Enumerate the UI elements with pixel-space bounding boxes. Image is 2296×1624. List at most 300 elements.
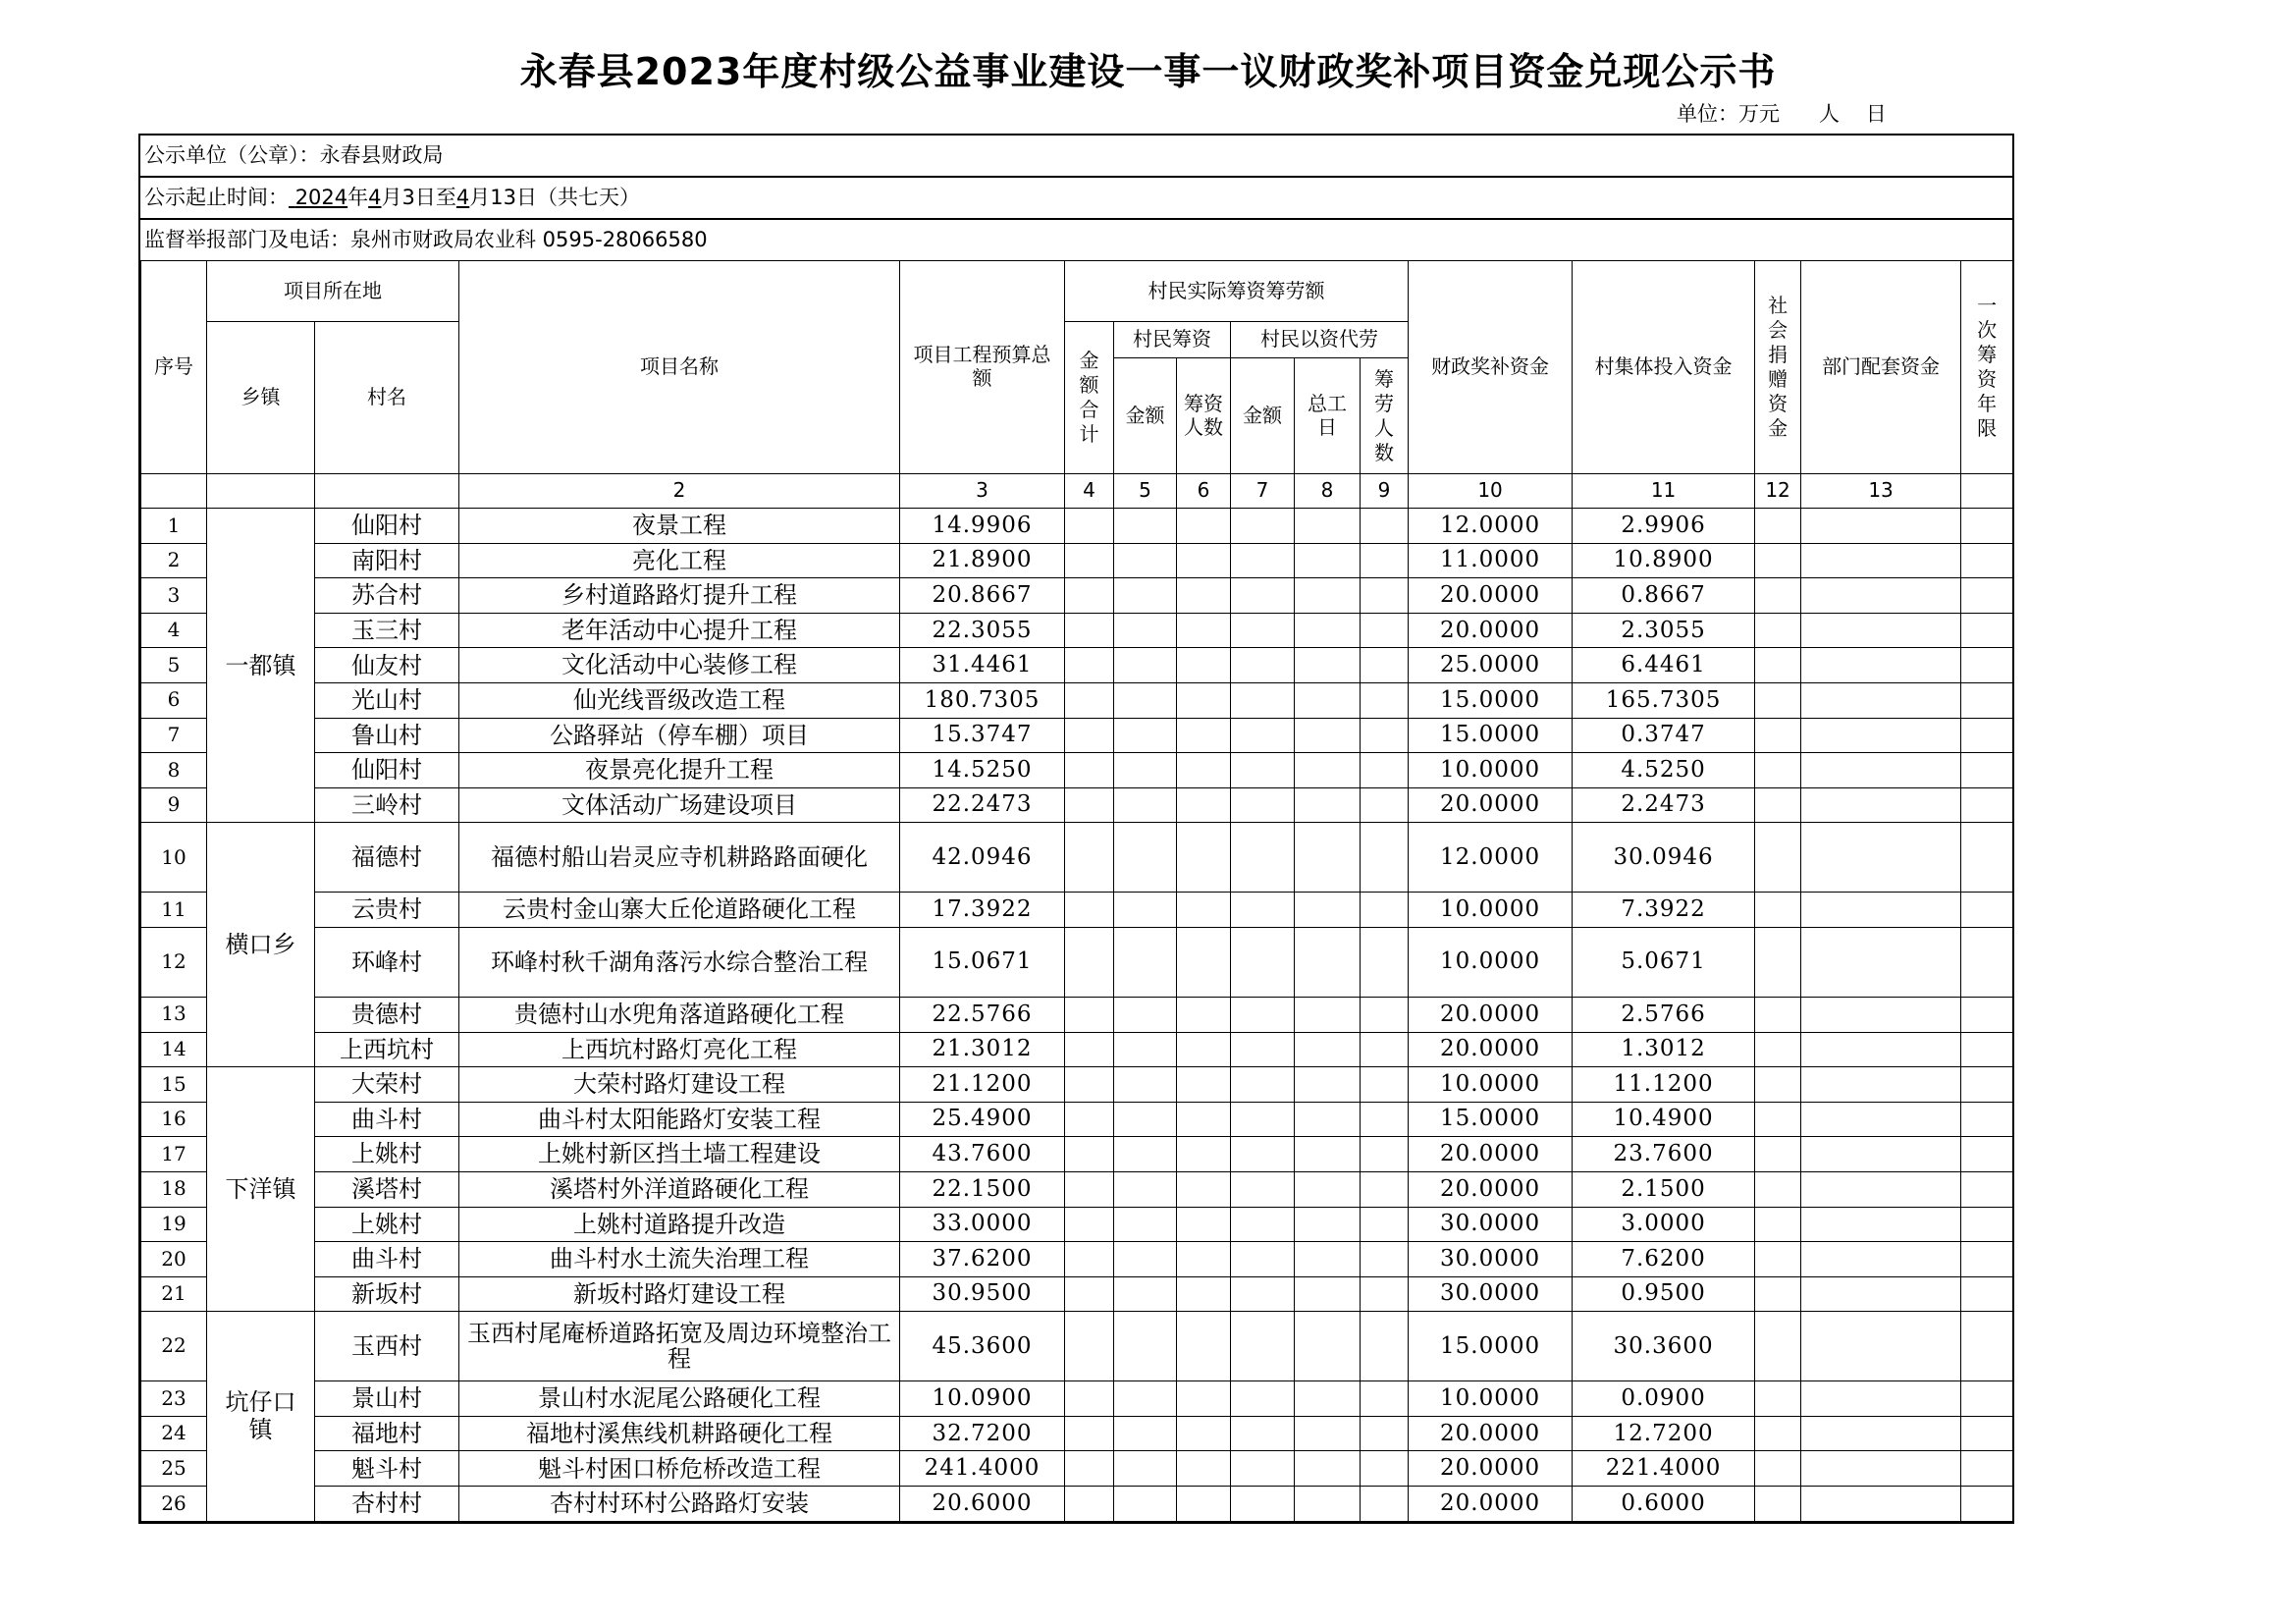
- cell-empty: [1065, 787, 1114, 823]
- cell-fiscal: 20.0000: [1409, 1137, 1573, 1172]
- num-cell-11: 11: [1573, 474, 1755, 509]
- cell-empty: [1231, 823, 1295, 893]
- cell-fiscal: 10.0000: [1409, 1381, 1573, 1417]
- cell-empty: [1231, 718, 1295, 753]
- cell-empty: [1177, 718, 1231, 753]
- num-cell-13: 13: [1801, 474, 1961, 509]
- cell-empty: [1961, 823, 2013, 893]
- cell-project-name: 大荣村路灯建设工程: [459, 1067, 900, 1103]
- info-period-month-end: 4: [455, 186, 470, 209]
- cell-empty: [1361, 1242, 1409, 1277]
- cell-village: 仙阳村: [315, 753, 459, 788]
- header-fiscal: 财政奖补资金: [1409, 261, 1573, 474]
- cell-town: 横口乡: [207, 823, 315, 1067]
- cell-empty: [1177, 1171, 1231, 1207]
- cell-empty: [1114, 1416, 1177, 1451]
- cell-empty: [1177, 1416, 1231, 1451]
- cell-empty: [1961, 648, 2013, 683]
- cell-fiscal: 20.0000: [1409, 1171, 1573, 1207]
- cell-fiscal: 30.0000: [1409, 1242, 1573, 1277]
- cell-empty: [1295, 578, 1361, 614]
- cell-empty: [1295, 893, 1361, 928]
- header-budget: 项目工程预算总额: [900, 261, 1065, 474]
- cell-fiscal: 20.0000: [1409, 1032, 1573, 1067]
- cell-empty: [1177, 1067, 1231, 1103]
- cell-project-name: 溪塔村外洋道路硬化工程: [459, 1171, 900, 1207]
- cell-empty: [1114, 578, 1177, 614]
- cell-empty: [1361, 648, 1409, 683]
- cell-empty: [1177, 753, 1231, 788]
- cell-fiscal: 25.0000: [1409, 648, 1573, 683]
- cell-empty: [1801, 1451, 1961, 1487]
- table-body: [141, 509, 2013, 1522]
- cell-empty: [1961, 787, 2013, 823]
- cell-empty: [1231, 509, 1295, 544]
- cell-village: 贵德村: [315, 997, 459, 1032]
- table-row: [141, 1207, 2013, 1242]
- cell-empty: [1961, 1451, 2013, 1487]
- cell-empty: [1177, 997, 1231, 1032]
- table-row: [141, 718, 2013, 753]
- cell-empty: [1755, 753, 1801, 788]
- cell-seq: 1: [141, 509, 207, 544]
- num-cell-8: 8: [1295, 474, 1361, 509]
- cell-empty: [1755, 648, 1801, 683]
- num-cell-2: 2: [459, 474, 900, 509]
- cell-village: 仙友村: [315, 648, 459, 683]
- cell-budget: 30.9500: [900, 1276, 1065, 1312]
- num-cell-9: 9: [1361, 474, 1409, 509]
- cell-empty: [1295, 1171, 1361, 1207]
- cell-collective: 30.0946: [1573, 823, 1755, 893]
- cell-budget: 10.0900: [900, 1381, 1065, 1417]
- cell-empty: [1295, 997, 1361, 1032]
- cell-collective: 10.8900: [1573, 543, 1755, 578]
- cell-seq: 26: [141, 1487, 207, 1522]
- cell-empty: [1065, 1137, 1114, 1172]
- cell-fiscal: 10.0000: [1409, 893, 1573, 928]
- cell-empty: [1231, 648, 1295, 683]
- cell-empty: [1065, 1171, 1114, 1207]
- cell-empty: [1177, 787, 1231, 823]
- cell-budget: 22.1500: [900, 1171, 1065, 1207]
- cell-seq: 11: [141, 893, 207, 928]
- cell-empty: [1295, 1102, 1361, 1137]
- table-row: [141, 1067, 2013, 1103]
- table-row: [141, 1451, 2013, 1487]
- cell-empty: [1231, 997, 1295, 1032]
- cell-empty: [1065, 613, 1114, 648]
- cell-village: 三岭村: [315, 787, 459, 823]
- cell-empty: [1231, 1067, 1295, 1103]
- cell-empty: [1361, 718, 1409, 753]
- cell-budget: 15.0671: [900, 927, 1065, 997]
- cell-empty: [1295, 1276, 1361, 1312]
- info-period-year-suffix: 年: [347, 186, 369, 209]
- cell-empty: [1801, 1312, 1961, 1381]
- cell-collective: 3.0000: [1573, 1207, 1755, 1242]
- cell-empty: [1065, 1276, 1114, 1312]
- cell-empty: [1755, 1207, 1801, 1242]
- cell-empty: [1295, 682, 1361, 718]
- cell-fiscal: 20.0000: [1409, 1451, 1573, 1487]
- cell-village: 魁斗村: [315, 1451, 459, 1487]
- cell-empty: [1801, 613, 1961, 648]
- cell-empty: [1065, 1102, 1114, 1137]
- cell-empty: [1065, 1242, 1114, 1277]
- cell-budget: 22.2473: [900, 787, 1065, 823]
- cell-empty: [1114, 753, 1177, 788]
- cell-village: 南阳村: [315, 543, 459, 578]
- cell-budget: 43.7600: [900, 1137, 1065, 1172]
- cell-empty: [1231, 1487, 1295, 1522]
- table-row: [141, 893, 2013, 928]
- cell-empty: [1361, 893, 1409, 928]
- cell-empty: [1361, 613, 1409, 648]
- cell-empty: [1231, 1381, 1295, 1417]
- header-number-row: [141, 474, 2013, 509]
- num-cell-4: 4: [1065, 474, 1114, 509]
- header-town: 乡镇: [207, 322, 315, 474]
- disclosure-sheet: [138, 134, 2014, 1524]
- header-donation: 社会捐赠资金: [1755, 261, 1801, 474]
- cell-empty: [1801, 1276, 1961, 1312]
- cell-empty: [1801, 1381, 1961, 1417]
- cell-seq: 19: [141, 1207, 207, 1242]
- cell-seq: 15: [141, 1067, 207, 1103]
- cell-empty: [1361, 1416, 1409, 1451]
- cell-empty: [1755, 1067, 1801, 1103]
- cell-empty: [1961, 1137, 2013, 1172]
- cell-empty: [1065, 648, 1114, 683]
- cell-empty: [1755, 1242, 1801, 1277]
- cell-empty: [1361, 682, 1409, 718]
- cell-empty: [1755, 1416, 1801, 1451]
- cell-project-name: 景山村水泥尾公路硬化工程: [459, 1381, 900, 1417]
- info-supervise-row: [140, 220, 2012, 260]
- cell-seq: 16: [141, 1102, 207, 1137]
- num-cell-5: 5: [1114, 474, 1177, 509]
- cell-budget: 45.3600: [900, 1312, 1065, 1381]
- cell-empty: [1801, 1242, 1961, 1277]
- cell-empty: [1177, 893, 1231, 928]
- cell-collective: 5.0671: [1573, 927, 1755, 997]
- table-row: [141, 578, 2013, 614]
- cell-empty: [1961, 543, 2013, 578]
- cell-empty: [1231, 1137, 1295, 1172]
- cell-empty: [1361, 787, 1409, 823]
- cell-empty: [1755, 718, 1801, 753]
- cell-empty: [1231, 1207, 1295, 1242]
- cell-empty: [1295, 1451, 1361, 1487]
- cell-empty: [1961, 578, 2013, 614]
- cell-empty: [1231, 682, 1295, 718]
- cell-budget: 21.1200: [900, 1067, 1065, 1103]
- info-unit-label: 公示单位（公章）：: [144, 143, 320, 167]
- cell-empty: [1961, 1487, 2013, 1522]
- num-cell-3: 3: [900, 474, 1065, 509]
- cell-empty: [1231, 1451, 1295, 1487]
- cell-empty: [1295, 543, 1361, 578]
- cell-budget: 241.4000: [900, 1451, 1065, 1487]
- cell-empty: [1361, 1381, 1409, 1417]
- cell-empty: [1065, 1451, 1114, 1487]
- cell-empty: [1114, 509, 1177, 544]
- cell-empty: [1361, 823, 1409, 893]
- cell-empty: [1961, 613, 2013, 648]
- cell-empty: [1231, 787, 1295, 823]
- cell-fiscal: 20.0000: [1409, 578, 1573, 614]
- cell-project-name: 杏村村环村公路路灯安装: [459, 1487, 900, 1522]
- num-cell-blank: [1961, 474, 2013, 509]
- cell-empty: [1361, 753, 1409, 788]
- cell-empty: [1065, 1032, 1114, 1067]
- cell-empty: [1114, 1451, 1177, 1487]
- cell-empty: [1295, 648, 1361, 683]
- table-row: [141, 1171, 2013, 1207]
- cell-empty: [1755, 1487, 1801, 1522]
- cell-empty: [1801, 787, 1961, 823]
- cell-collective: 221.4000: [1573, 1451, 1755, 1487]
- cell-village: 环峰村: [315, 927, 459, 997]
- cell-empty: [1114, 1032, 1177, 1067]
- cell-empty: [1295, 1067, 1361, 1103]
- cell-empty: [1801, 927, 1961, 997]
- cell-budget: 14.9906: [900, 509, 1065, 544]
- cell-empty: [1755, 1451, 1801, 1487]
- cell-empty: [1295, 1137, 1361, 1172]
- cell-empty: [1755, 893, 1801, 928]
- cell-fiscal: 20.0000: [1409, 613, 1573, 648]
- header-villager-total: 村民实际筹资筹劳额: [1065, 261, 1409, 322]
- cell-empty: [1755, 1032, 1801, 1067]
- cell-empty: [1361, 1067, 1409, 1103]
- cell-budget: 33.0000: [900, 1207, 1065, 1242]
- table-header: [141, 261, 2013, 509]
- cell-empty: [1295, 1242, 1361, 1277]
- cell-empty: [1065, 893, 1114, 928]
- cell-collective: 0.8667: [1573, 578, 1755, 614]
- cell-seq: 9: [141, 787, 207, 823]
- unit-line: 单位：万元 人 日: [1677, 102, 1887, 126]
- cell-empty: [1361, 1451, 1409, 1487]
- cell-empty: [1065, 543, 1114, 578]
- cell-budget: 32.7200: [900, 1416, 1065, 1451]
- cell-project-name: 上姚村新区挡土墙工程建设: [459, 1137, 900, 1172]
- cell-town: 一都镇: [207, 509, 315, 823]
- cell-empty: [1177, 543, 1231, 578]
- cell-empty: [1177, 1137, 1231, 1172]
- num-cell-6: 6: [1177, 474, 1231, 509]
- cell-empty: [1361, 1276, 1409, 1312]
- cell-empty: [1065, 1381, 1114, 1417]
- cell-empty: [1295, 1487, 1361, 1522]
- cell-empty: [1114, 1487, 1177, 1522]
- cell-empty: [1755, 823, 1801, 893]
- table-row: [141, 682, 2013, 718]
- header-collective: 村集体投入资金: [1573, 261, 1755, 474]
- cell-empty: [1114, 927, 1177, 997]
- cell-village: 苏合村: [315, 578, 459, 614]
- table-row: [141, 509, 2013, 544]
- cell-village: 上姚村: [315, 1207, 459, 1242]
- cell-empty: [1361, 927, 1409, 997]
- table-row: [141, 1487, 2013, 1522]
- cell-empty: [1755, 927, 1801, 997]
- project-table: [140, 260, 2013, 1522]
- cell-village: 上西坑村: [315, 1032, 459, 1067]
- num-cell-10: 10: [1409, 474, 1573, 509]
- cell-empty: [1295, 1207, 1361, 1242]
- cell-empty: [1065, 1487, 1114, 1522]
- cell-empty: [1065, 753, 1114, 788]
- header-funds-amount: 金额: [1114, 358, 1177, 474]
- table-row: [141, 1102, 2013, 1137]
- cell-empty: [1961, 1102, 2013, 1137]
- cell-empty: [1755, 1102, 1801, 1137]
- cell-fiscal: 15.0000: [1409, 682, 1573, 718]
- cell-seq: 13: [141, 997, 207, 1032]
- cell-collective: 7.6200: [1573, 1242, 1755, 1277]
- cell-empty: [1361, 1207, 1409, 1242]
- cell-empty: [1801, 1207, 1961, 1242]
- cell-empty: [1961, 1312, 2013, 1381]
- cell-project-name: 福德村船山岩灵应寺机耕路路面硬化: [459, 823, 900, 893]
- cell-project-name: 环峰村秋千湖角落污水综合整治工程: [459, 927, 900, 997]
- cell-empty: [1361, 1137, 1409, 1172]
- cell-seq: 18: [141, 1171, 207, 1207]
- cell-empty: [1361, 578, 1409, 614]
- header-location: 项目所在地: [207, 261, 459, 322]
- cell-empty: [1295, 718, 1361, 753]
- cell-empty: [1801, 823, 1961, 893]
- table-row: [141, 823, 2013, 893]
- cell-project-name: 贵德村山水兜角落道路硬化工程: [459, 997, 900, 1032]
- num-cell-seq: [141, 474, 207, 509]
- cell-empty: [1177, 1242, 1231, 1277]
- cell-empty: [1114, 893, 1177, 928]
- cell-empty: [1961, 1067, 2013, 1103]
- cell-empty: [1295, 1032, 1361, 1067]
- cell-empty: [1177, 1312, 1231, 1381]
- cell-empty: [1065, 927, 1114, 997]
- header-village: 村名: [315, 322, 459, 474]
- table-row: [141, 1416, 2013, 1451]
- cell-empty: [1961, 1207, 2013, 1242]
- table-row: [141, 1242, 2013, 1277]
- cell-seq: 8: [141, 753, 207, 788]
- cell-empty: [1801, 509, 1961, 544]
- cell-seq: 24: [141, 1416, 207, 1451]
- cell-empty: [1961, 927, 2013, 997]
- cell-empty: [1295, 927, 1361, 997]
- cell-empty: [1065, 718, 1114, 753]
- cell-fiscal: 20.0000: [1409, 1487, 1573, 1522]
- cell-collective: 7.3922: [1573, 893, 1755, 928]
- cell-empty: [1361, 1102, 1409, 1137]
- cell-empty: [1114, 823, 1177, 893]
- cell-collective: 4.5250: [1573, 753, 1755, 788]
- cell-empty: [1961, 509, 2013, 544]
- cell-empty: [1231, 578, 1295, 614]
- document-title: 永春县2023年度村级公益事业建设一事一议财政奖补项目资金兑现公示书: [519, 50, 1777, 93]
- cell-village: 福德村: [315, 823, 459, 893]
- cell-empty: [1801, 682, 1961, 718]
- cell-empty: [1755, 682, 1801, 718]
- cell-budget: 20.6000: [900, 1487, 1065, 1522]
- cell-budget: 180.7305: [900, 682, 1065, 718]
- cell-town: 坑仔口镇: [207, 1312, 315, 1521]
- header-project-name: 项目名称: [459, 261, 900, 474]
- cell-collective: 0.9500: [1573, 1276, 1755, 1312]
- table-row: [141, 927, 2013, 997]
- cell-empty: [1961, 1276, 2013, 1312]
- cell-empty: [1231, 1416, 1295, 1451]
- header-dept: 部门配套资金: [1801, 261, 1961, 474]
- cell-fiscal: 30.0000: [1409, 1276, 1573, 1312]
- cell-empty: [1231, 543, 1295, 578]
- cell-collective: 12.7200: [1573, 1416, 1755, 1451]
- cell-project-name: 文体活动广场建设项目: [459, 787, 900, 823]
- cell-empty: [1177, 1276, 1231, 1312]
- cell-empty: [1361, 1487, 1409, 1522]
- cell-empty: [1231, 1102, 1295, 1137]
- cell-empty: [1177, 648, 1231, 683]
- cell-empty: [1361, 1032, 1409, 1067]
- cell-empty: [1114, 1137, 1177, 1172]
- table-row: [141, 753, 2013, 788]
- cell-empty: [1801, 753, 1961, 788]
- cell-empty: [1361, 1312, 1409, 1381]
- header-villager-funds: 村民筹资: [1114, 322, 1231, 358]
- cell-seq: 3: [141, 578, 207, 614]
- cell-collective: 0.3747: [1573, 718, 1755, 753]
- cell-empty: [1295, 1416, 1361, 1451]
- cell-project-name: 文化活动中心装修工程: [459, 648, 900, 683]
- cell-empty: [1231, 613, 1295, 648]
- cell-empty: [1755, 997, 1801, 1032]
- cell-empty: [1295, 1312, 1361, 1381]
- header-labor-amount: 金额: [1231, 358, 1295, 474]
- cell-budget: 22.5766: [900, 997, 1065, 1032]
- cell-empty: [1801, 1171, 1961, 1207]
- cell-village: 大荣村: [315, 1067, 459, 1103]
- cell-seq: 7: [141, 718, 207, 753]
- header-funds-people: 筹资人数: [1177, 358, 1231, 474]
- info-period-row: [140, 178, 2012, 220]
- table-row: [141, 997, 2013, 1032]
- cell-fiscal: 10.0000: [1409, 1067, 1573, 1103]
- cell-empty: [1755, 1312, 1801, 1381]
- cell-seq: 5: [141, 648, 207, 683]
- cell-village: 福地村: [315, 1416, 459, 1451]
- cell-empty: [1961, 1381, 2013, 1417]
- cell-empty: [1114, 1312, 1177, 1381]
- cell-empty: [1065, 1416, 1114, 1451]
- cell-empty: [1231, 1032, 1295, 1067]
- cell-seq: 23: [141, 1381, 207, 1417]
- info-period-middle: 月3日至: [381, 186, 456, 209]
- cell-seq: 6: [141, 682, 207, 718]
- cell-project-name: 福地村溪焦线机耕路硬化工程: [459, 1416, 900, 1451]
- cell-empty: [1065, 578, 1114, 614]
- cell-empty: [1755, 1381, 1801, 1417]
- cell-village: 上姚村: [315, 1137, 459, 1172]
- table-row: [141, 543, 2013, 578]
- cell-budget: 22.3055: [900, 613, 1065, 648]
- table-row: [141, 1137, 2013, 1172]
- cell-empty: [1231, 1276, 1295, 1312]
